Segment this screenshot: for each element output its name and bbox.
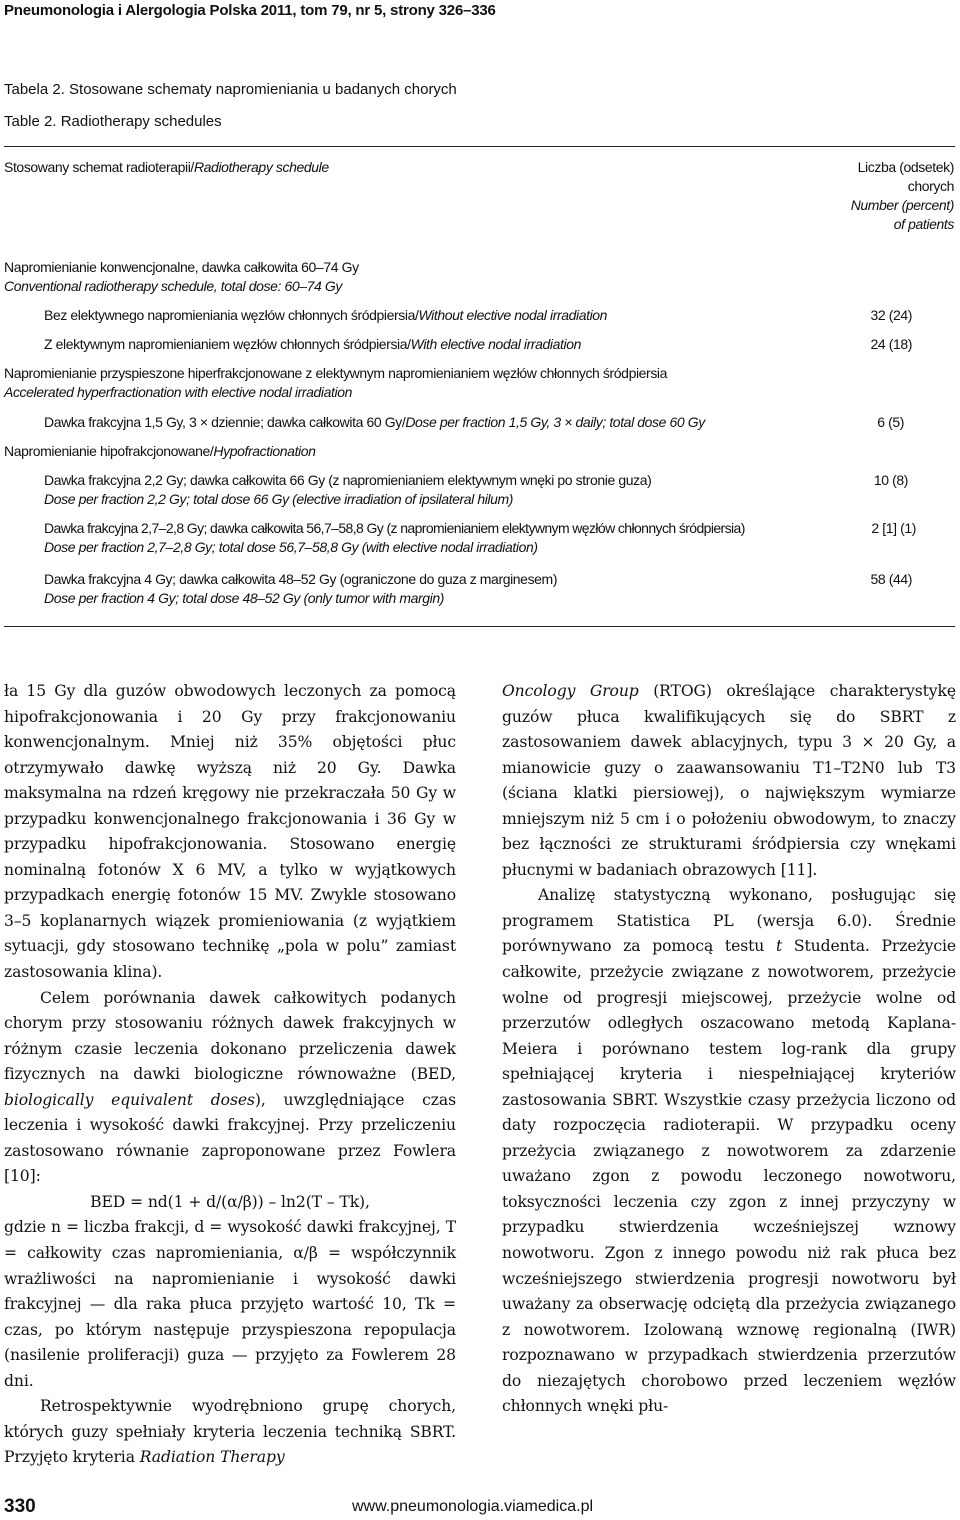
paragraph: Oncology Group (RTOG) określające charakterystykę guzów płuca kwalifikujących się do SBRT z zastosowaniem dawek ablacyjnych, typu 3 × 20 Gy, a mianowicie guzy o zaawansowaniu T1–T2N0 lub T3 (ściana klatki piersiowej), o największym wymiarze mniejszym niż 5 cm i o położeniu obwodowym, to znaczy bez łączności ze strukturami śródpiersia czy wnękami płucnymi w badaniach obrazowych [11].	[502, 682, 956, 879]
group-hypofractionation: Napromienianie hipofrakcjonowane/Hypofractionation	[4, 443, 316, 459]
col-header-count-pl-2: chorych	[907, 178, 954, 194]
group-hyperfractionation-pl: Napromienianie przyspieszone hiperfrakcjonowane z elektywnym napromienianiem węzłów chłonnych śródpiersia	[4, 365, 668, 381]
table-row	[44, 471, 651, 509]
col-header-count-en-1: Number (percent)	[850, 197, 954, 213]
row-value: 32 (24)	[870, 307, 912, 323]
table-row	[44, 519, 745, 557]
page-number: 330	[4, 1496, 36, 1517]
row-pl: Dawka frakcyjna 4 Gy; dawka całkowita 48–52 Gy (ograniczone do guza z marginesem)	[44, 571, 558, 587]
group-conventional	[4, 258, 359, 296]
journal-header: Pneumonologia i Alergologia Polska 2011, tom 79, nr 5, strony 326–336	[4, 2, 496, 19]
row-value: 2 [1] (1)	[871, 520, 916, 536]
table-row: Dawka frakcyjna 1,5 Gy, 3 × dziennie; dawka całkowita 60 Gy/Dose per fraction 1,5 Gy, 3 × daily; total dose 60 Gy	[44, 414, 705, 430]
paragraph: gdzie n = liczba frakcji, d = wysokość dawki frakcyjnej, T = całkowity czas napromieniania, α/β = współczynnik wrażliwości na napromienianie i wysokość dawki frakcyjnej — dla raka płuca przyjęto wartość 10, Tk = czas, po którym następuje przyspieszona repopulacja (nasilenie proliferacji) guza — przyjęto za Fowlerem 28 dni.	[4, 1218, 456, 1390]
table-top-rule	[4, 146, 955, 147]
col-header-schedule: Stosowany schemat radioterapii/Radiotherapy schedule	[4, 159, 329, 175]
table-row: Z elektywnym napromienianiem węzłów chłonnych śródpiersia/With elective nodal irradiation	[44, 336, 581, 352]
row-value: 58 (44)	[870, 571, 912, 587]
group-hyperfractionation-en: Accelerated hyperfractionation with elective nodal irradiation	[4, 384, 352, 400]
col-header-count-pl-1: Liczba (odsetek)	[857, 159, 954, 175]
group-conventional-pl: Napromienianie konwencjonalne, dawka całkowita 60–74 Gy	[4, 259, 359, 275]
row-value: 10 (8)	[873, 472, 908, 488]
row-pl: Dawka frakcyjna 2,2 Gy; dawka całkowita 66 Gy (z napromienianiem elektywnym wnęki po stronie guza)	[44, 472, 652, 488]
footer-url[interactable]: www.pneumonologia.viamedica.pl	[352, 1498, 594, 1515]
row-value: 6 (5)	[877, 414, 904, 430]
paragraph: Celem porównania dawek całkowitych podanych chorym przy stosowaniu różnych dawek frakcyjnych w różnym czasie leczenia dokonano przeliczenia dawek fizycznych na dawki biologiczne równoważne (BED, biologically equivalent doses), uwzględniające czas leczenia i wysokość dawki frakcyjnej. Przy przeliczeniu zastosowano równanie zaproponowane przez Fowlera [10]:	[4, 988, 456, 1186]
left-column	[4, 679, 456, 1471]
formula: BED = nd(1 + d/(α/β)) – ln2(T – Tk),	[90, 1192, 370, 1211]
table-bottom-rule	[4, 626, 955, 627]
right-column	[502, 679, 956, 1420]
table-row: Bez elektywnego napromieniania węzłów chłonnych śródpiersia/Without elective nodal irradiation	[44, 307, 608, 323]
row-en: Dose per fraction 2,2 Gy; total dose 66 Gy (elective irradiation of ipsilateral hilum)	[44, 491, 514, 507]
paragraph: Retrospektywnie wyodrębniono grupę chorych, których guzy spełniały kryteria leczenia techniką SBRT. Przyjęto kryteria Radiation Therapy	[4, 1397, 456, 1467]
table-caption-pl: Tabela 2. Stosowane schematy napromieniania u badanych chorych	[4, 81, 457, 98]
group-conventional-en: Conventional radiotherapy schedule, total dose: 60–74 Gy	[4, 278, 342, 294]
row-en: Dose per fraction 2,7–2,8 Gy; total dose 56,7–58,8 Gy (with elective nodal irradiation)	[44, 539, 538, 555]
row-en: Dose per fraction 4 Gy; total dose 48–52 Gy (only tumor with margin)	[44, 590, 444, 606]
row-value: 24 (18)	[870, 336, 912, 352]
paragraph: Analizę statystyczną wykonano, posługując się programem Statistica PL (wersja 6.0). Średnie porównywano za pomocą testu t Studenta. Przeżycie całkowite, przeżycie związane z nowotworem, przeżycie wolne od progresji miejscowej, przeżycie wolne od przerzutów odległych oszacowano metodą Kaplana-Meiera i porównano testem log-rank dla grupy spełniającej kryteria i niespełniającej kryteriów zastosowania SBRT. Wszystkie czasy przeżycia liczono od daty rozpoczęcia radioterapii. W przypadku oceny przeżycia związanego z nowotworem za zdarzenie uważano zgon z powodu leczonego nowotworu, toksyczności leczenia czy zgon z innej przyczyny w przypadku stwierdzenia wcześniejszej wznowy nowotworu. Zgon z innego powodu niż rak płuca bez wcześniejszego stwierdzenia progresji nowotworu był uważany za obserwację odciętą dla przeżycia związanego z nowotworem. Izolowaną wznowę regionalną (IWR) rozpoznawano w przypadkach stwierdzenia przerzutów do niezajętych chorobowo przed leczeniem węzłów chłonnych wnęki płu-	[502, 886, 956, 1416]
group-hyperfractionation	[4, 364, 667, 402]
paragraph: ła 15 Gy dla guzów obwodowych leczonych za pomocą hipofrakcjonowania i 20 Gy przy frakcjonowaniu konwencjonalnym. Mniej niż 35% objętości płuc otrzymywało dawkę wyższą niż 20 Gy. Dawka maksymalna na rdzeń kręgowy nie przekraczała 50 Gy w przypadku konwencjonalnego frakcjonowania i 36 Gy w przypadku hipofrakcjonowania. Stosowano energię nominalną fotonów X 6 MV, a tylko w wyjątkowych przypadkach energię fotonów 15 MV. Zwykle stosowano 3–5 koplanarnych wiązek promieniowania (z wyjątkiem sytuacji, gdy stosowano technikę „pola w polu” zamiast zastosowania klina).	[4, 682, 456, 982]
row-pl: Dawka frakcyjna 2,7–2,8 Gy; dawka całkowita 56,7–58,8 Gy (z napromienianiem elektywnym węzłów chłonnych śródpiersia)	[44, 520, 745, 536]
table-row	[44, 570, 557, 608]
table-caption-en: Table 2. Radiotherapy schedules	[4, 113, 222, 130]
col-header-count	[851, 158, 954, 234]
col-header-count-en-2: of patients	[893, 216, 954, 232]
